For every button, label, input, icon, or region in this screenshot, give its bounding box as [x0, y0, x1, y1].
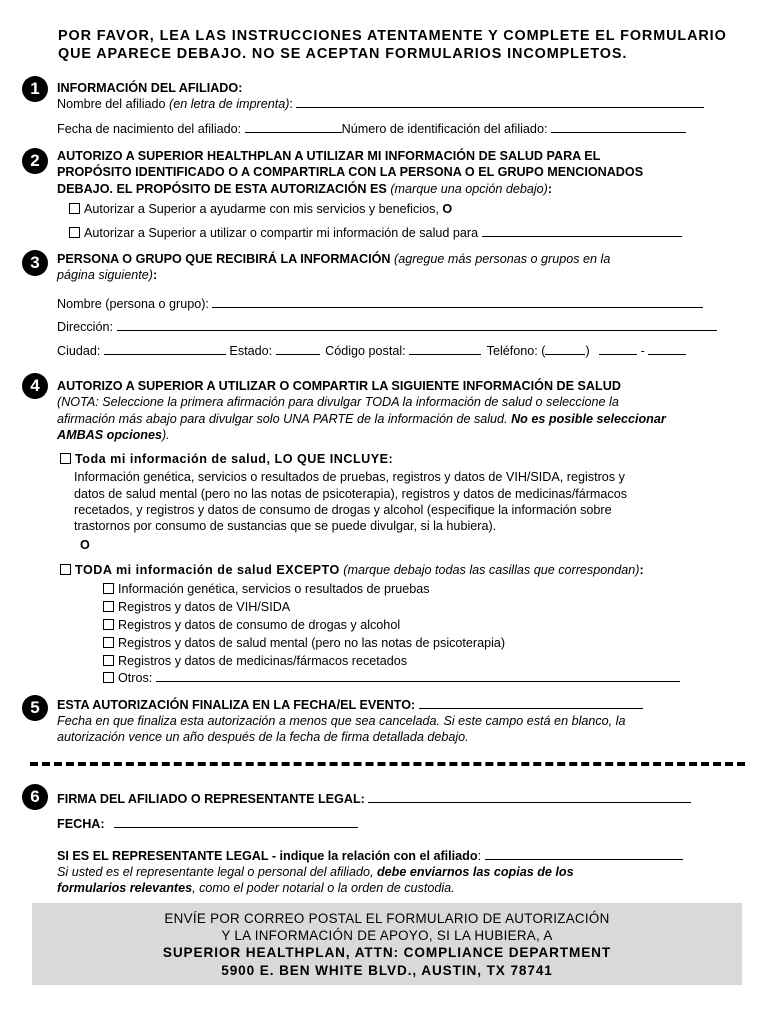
purpose-option-1 [69, 201, 452, 217]
except-item-other [103, 670, 680, 686]
expiration-label: ESTA AUTORIZACIÓN FINALIZA EN LA FECHA/EL EVENTO: [57, 698, 416, 712]
except-hint: (marque debajo todas las casillas que correspondan) [343, 563, 640, 577]
all-info-label: Toda mi información de salud, LO QUE INCLUYE: [75, 452, 394, 466]
form-instructions [58, 27, 748, 63]
except-item-label: Registros y datos de salud mental (pero no las notas de psicoterapia) [118, 636, 506, 650]
member-dob-label: Fecha de nacimiento del afiliado: [57, 122, 242, 136]
section-4-note-line-2 [57, 411, 666, 427]
purpose-hint: (marque una opción debajo) [390, 182, 548, 196]
instructions-line-2: QUE APARECE DEBAJO. NO SE ACEPTAN FORMULARIOS INCOMPLETOS. [58, 46, 628, 62]
city-field[interactable] [104, 343, 226, 355]
mailing-address-street: 5900 E. BEN WHITE BLVD., AUSTIN, TX 78741 [221, 963, 553, 978]
except-colon: : [639, 563, 644, 577]
purpose-option-or: O [442, 202, 453, 216]
phone-prefix-field[interactable] [599, 343, 637, 355]
rep-desc-bold: debe enviarnos las copias de los [376, 865, 574, 879]
section-5-title-row [57, 697, 643, 713]
zip-field[interactable] [409, 343, 481, 355]
state-label: Estado: [229, 344, 273, 358]
except-other-field[interactable] [156, 670, 680, 682]
except-item-label: Registros y datos de consumo de drogas y alcohol [118, 618, 401, 632]
date-field[interactable] [114, 816, 358, 828]
recipient-name-field[interactable] [212, 296, 703, 308]
except-item [103, 599, 290, 615]
rep-relationship-field[interactable] [485, 848, 683, 860]
all-or-except-or: O [80, 538, 90, 552]
recipient-hint: (agregue más personas o grupos en la [394, 252, 611, 266]
rep-relationship-label: SI ES EL REPRESENTANTE LEGAL - indique la relación con el afiliado [57, 849, 478, 863]
section-2-title-line-1: AUTORIZO A SUPERIOR HEALTHPLAN A UTILIZAR MI INFORMACIÓN DE SALUD PARA EL [57, 149, 601, 163]
recipient-hint-2: página siguiente) [57, 268, 153, 282]
member-name-hint: (en letra de imprenta) [169, 97, 290, 111]
phone-close-paren: ) [585, 344, 590, 358]
section-5-badge: 5 [22, 695, 48, 721]
purpose-option-1-label: Autorizar a Superior a ayudarme con mis servicios y beneficios, [84, 202, 439, 216]
rep-desc-1 [57, 864, 574, 880]
all-info-desc-1: Información genética, servicios o resultados de pruebas, registros y datos de VIH/SIDA, registros y [74, 470, 625, 484]
phone-area-field[interactable] [545, 343, 585, 355]
recipient-address-label: Dirección: [57, 320, 113, 334]
phone-label: Teléfono: ( [486, 344, 546, 358]
purpose-label: DEBAJO. EL PROPÓSITO DE ESTA AUTORIZACIÓN ES [57, 182, 387, 196]
all-info-desc-3: recetados, y registros y datos de consumo de drogas y alcohol (especifique la información sobre [74, 503, 612, 517]
mailing-address-name: SUPERIOR HEALTHPLAN, ATTN: COMPLIANCE DEPARTMENT [162, 945, 612, 960]
note-end: ). [161, 428, 170, 442]
recipient-city-row [57, 343, 686, 359]
zip-label: Código postal: [325, 344, 406, 358]
rep-desc-text: Si usted es el representante legal o personal del afiliado, [57, 865, 374, 879]
note-text: afirmación más abajo para divulgar solo UNA PARTE de la información de salud. [57, 412, 508, 426]
except-item-checkbox[interactable] [103, 619, 114, 630]
purpose-option-2-checkbox[interactable] [69, 227, 80, 238]
section-4-note-line-3 [57, 427, 170, 443]
rep-relationship-row [57, 848, 683, 864]
rep-relationship-colon: : [477, 849, 482, 863]
except-item [103, 653, 407, 669]
except-item [103, 635, 505, 651]
section-3-title [57, 251, 610, 267]
member-id-label: Número de identificación del afiliado: [341, 122, 548, 136]
except-label: TODA mi información de salud EXCEPTO [75, 563, 340, 577]
except-item-checkbox[interactable] [103, 637, 114, 648]
date-row [57, 816, 358, 832]
section-4-badge: 4 [22, 373, 48, 399]
phone-line-field[interactable] [648, 343, 686, 355]
signature-field[interactable] [368, 791, 691, 803]
phone-dash: - [640, 344, 645, 358]
except-other-checkbox[interactable] [103, 672, 114, 683]
member-name-colon: : [289, 97, 293, 111]
mailing-line-2: Y LA INFORMACIÓN DE APOYO, SI LA HUBIERA, A [221, 928, 553, 943]
section-2-title-line-3 [57, 181, 552, 197]
section-6-badge: 6 [22, 784, 48, 810]
section-1-badge: 1 [22, 76, 48, 102]
date-label: FECHA: [57, 817, 105, 831]
member-name-row [57, 96, 704, 112]
cut-line-divider [30, 762, 745, 766]
except-item-checkbox[interactable] [103, 655, 114, 666]
purpose-colon: : [547, 182, 553, 196]
section-4-title: AUTORIZO A SUPERIOR A UTILIZAR O COMPARTIR LA SIGUIENTE INFORMACIÓN DE SALUD [57, 379, 621, 393]
section-2-badge: 2 [22, 148, 48, 174]
purpose-option-1-checkbox[interactable] [69, 203, 80, 214]
city-label: Ciudad: [57, 344, 101, 358]
recipient-name-label: Nombre (persona o grupo): [57, 297, 209, 311]
all-info-desc-2: datos de salud mental (pero no las notas de psicoterapia), registros y datos de medicinas/fármacos [74, 487, 628, 501]
instructions-line-1: POR FAVOR, LEA LAS INSTRUCCIONES ATENTAMENTE Y COMPLETE EL FORMULARIO [58, 28, 727, 44]
section-4-note-line-1: (NOTA: Seleccione la primera afirmación para divulgar TODA la información de salud o seleccione la [57, 395, 619, 409]
recipient-address-field[interactable] [117, 319, 717, 331]
purpose-option-2 [69, 225, 682, 241]
purpose-option-2-label: Autorizar a Superior a utilizar o compartir mi información de salud para [84, 226, 479, 240]
except-item-label: Registros y datos de medicinas/fármacos recetados [118, 654, 408, 668]
mailing-line-1: ENVÍE POR CORREO POSTAL EL FORMULARIO DE AUTORIZACIÓN [164, 911, 610, 926]
member-name-label: Nombre del afiliado [57, 97, 166, 111]
except-checkbox[interactable] [60, 564, 71, 575]
section-3-title-line-2 [57, 267, 157, 283]
except-item [103, 581, 430, 597]
note-bold-2: AMBAS opciones [57, 428, 162, 442]
recipient-title: PERSONA O GRUPO QUE RECIBIRÁ LA INFORMACIÓN [57, 252, 391, 266]
except-item-checkbox[interactable] [103, 601, 114, 612]
all-info-checkbox[interactable] [60, 453, 71, 464]
expiration-desc-1: Fecha en que finaliza esta autorización a menos que sea cancelada. Si este campo está en blanco, la [57, 714, 626, 728]
member-dob-id-row [57, 121, 686, 137]
signature-row [57, 791, 691, 807]
except-item-label: Información genética, servicios o resultados de pruebas [118, 582, 430, 596]
rep-desc-bold-2: formularios relevantes [57, 881, 193, 895]
mailing-instructions-box [32, 903, 742, 985]
except-item [103, 617, 400, 633]
member-id-field[interactable] [551, 121, 686, 133]
recipient-hint-colon: : [152, 268, 158, 282]
recipient-address-row [57, 319, 717, 335]
section-2-title-line-2: PROPÓSITO IDENTIFICADO O A COMPARTIRLA CON LA PERSONA O EL GRUPO MENCIONADOS [57, 165, 644, 179]
purpose-other-field[interactable] [482, 225, 682, 237]
state-field[interactable] [276, 343, 320, 355]
except-other-label: Otros: [118, 671, 153, 685]
rep-desc-2 [57, 880, 455, 896]
except-option [60, 562, 644, 578]
expiration-desc-2: autorización vence un año después de la fecha de firma detallada debajo. [57, 730, 469, 744]
except-item-checkbox[interactable] [103, 583, 114, 594]
section-3-badge: 3 [22, 250, 48, 276]
signature-label: FIRMA DEL AFILIADO O REPRESENTANTE LEGAL: [57, 792, 365, 806]
expiration-field[interactable] [419, 697, 643, 709]
recipient-name-row [57, 296, 703, 312]
except-item-label: Registros y datos de VIH/SIDA [118, 600, 291, 614]
section-1-title: INFORMACIÓN DEL AFILIADO: [57, 81, 243, 95]
all-info-option [60, 451, 393, 467]
all-info-desc-4: trastornos por consumo de sustancias que se puede divulgar, si la hubiera). [74, 519, 497, 533]
note-bold: No es posible seleccionar [511, 412, 666, 426]
rep-desc-text-2: , como el poder notarial o la orden de custodia. [192, 881, 455, 895]
member-name-field[interactable] [296, 96, 704, 108]
member-dob-field[interactable] [245, 121, 342, 133]
